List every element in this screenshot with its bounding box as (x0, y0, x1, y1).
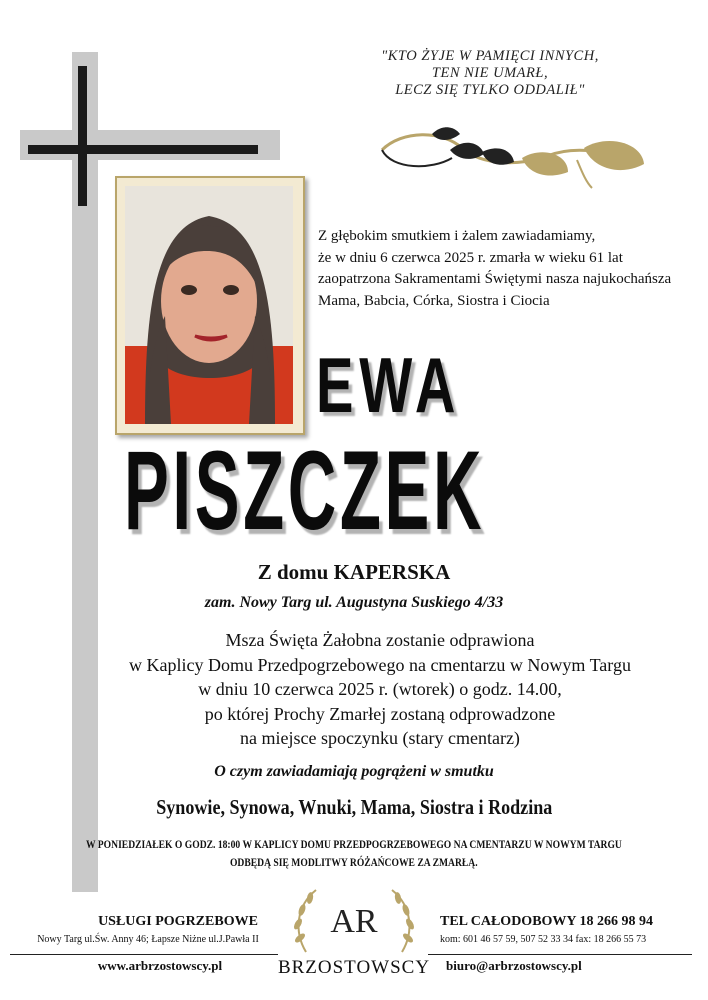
residence-address: zam. Nowy Targ ul. Augustyna Suskiego 4/33 (204, 594, 504, 611)
website-link[interactable]: www.arbrzostowscy.pl (97, 958, 223, 973)
rosary-note (0, 835, 708, 871)
family-text: Synowie, Synowa, Wnuki, Mama, Siostra i Rodzina (155, 795, 553, 819)
funeral-services-title: USŁUGI POGRZEBOWE (98, 914, 258, 929)
mass-line: w Kaplicy Domu Przedpogrzebowego na cmentarzu w Nowym Targu (129, 654, 631, 675)
quote-line: "KTO ŻYJE W PAMIĘCI INNYCH, (381, 48, 599, 64)
mass-line: na miejsce spoczynku (stary cmentarz) (240, 728, 520, 748)
first-name: EWA (316, 341, 462, 429)
laurel-logo-icon (276, 882, 432, 962)
mass-info (80, 628, 680, 751)
intro-line: że w dniu 6 czerwca 2025 r. zmarła w wieku 61 lat (318, 249, 623, 266)
rosary-line (0, 853, 708, 871)
phone-numbers: kom: 601 46 57 59, 507 52 33 34 fax: 18 266 55 73 (440, 934, 647, 945)
mass-line: w dniu 10 czerwca 2025 r. (wtorek) o godz. 14.00, (198, 679, 562, 699)
mass-line: Msza Święta Żałobna zostanie odprawiona (225, 630, 535, 650)
rosary-text: ODBĘDĄ SIĘ MODLITWY RÓŻAŃCOWE ZA ZMARŁĄ. (230, 855, 478, 869)
cross-icon (78, 66, 87, 186)
quote-line: TEN NIE UMARŁ, (431, 65, 549, 81)
rosary-text: W PONIEDZIAŁEK O GODZ. 18:00 W KAPLICY DOMU PRZEDPOGRZEBOWEGO NA CMENTARZU W NOWYM TARGU (86, 837, 622, 851)
last-name: PISZCZEK (124, 428, 486, 553)
intro-line: Z głębokim smutkiem i żalem zawiadamiamy, (318, 228, 596, 244)
mass-line: po której Prochy Zmarłej zostaną odprowadzone (204, 703, 556, 724)
rosary-line (0, 835, 708, 853)
intro-line: zaopatrzona Sakramentami Świętymi nasza najukochańsza (318, 271, 672, 287)
leaf-ornament-icon (372, 120, 652, 190)
family-line (0, 795, 708, 820)
portrait-photo (125, 186, 293, 424)
email-link[interactable]: biuro@arbrzostowscy.pl (446, 958, 582, 973)
cross-stem (78, 186, 87, 206)
announcement-intro (318, 226, 698, 312)
logo-name: BRZOSTOWSCY (277, 957, 431, 978)
photo-frame (115, 176, 305, 435)
funeral-services-address: Nowy Targ ul.Św. Anny 46; Łapsze Niżne ul.J.Pawła II (37, 934, 259, 945)
maiden-name: Z domu KAPERSKA (257, 560, 451, 584)
logo-initials: AR (330, 903, 378, 940)
quote (350, 48, 630, 99)
inform-line: O czym zawiadamiają pogrążeni w smutku (214, 763, 494, 780)
phone-title: TEL CAŁODOBOWY 18 266 98 94 (440, 914, 654, 929)
footer-divider-left (10, 954, 278, 955)
intro-line: Mama, Babcia, Córka, Siostra i Ciocia (318, 292, 550, 309)
quote-line: LECZ SIĘ TYLKO ODDALIŁ" (395, 82, 585, 98)
cross-beam (28, 145, 258, 154)
footer-divider-right (428, 954, 692, 955)
